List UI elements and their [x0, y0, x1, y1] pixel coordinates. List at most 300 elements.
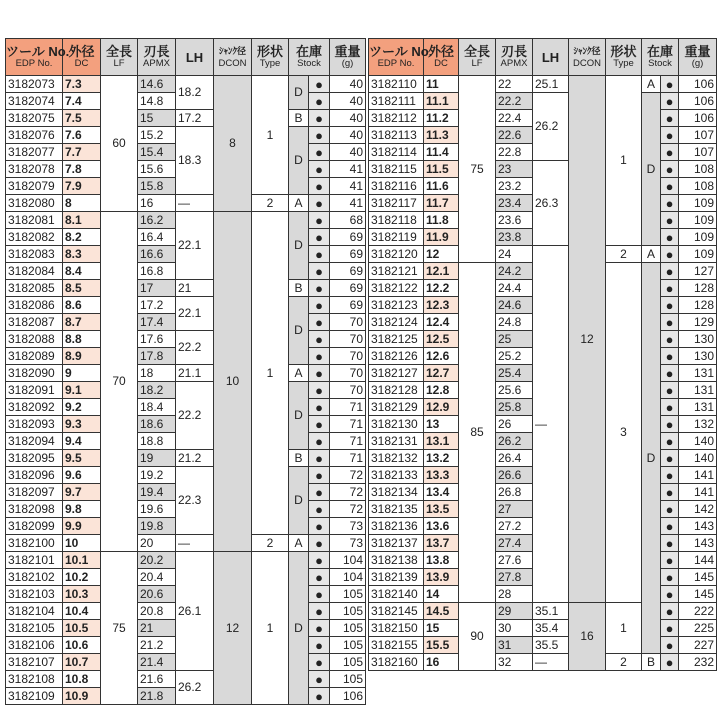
- filled-circle-icon: ●: [665, 433, 674, 449]
- header-apmx-label: 刃長: [143, 44, 170, 59]
- edp-number-cell: 3182110: [369, 76, 424, 93]
- dc-cell: 10.4: [63, 603, 101, 620]
- weight-cell: 71: [330, 433, 366, 450]
- table-row: [6, 365, 366, 382]
- header-dc-sub: DC: [434, 58, 448, 69]
- apmx-cell: 21.8: [138, 688, 176, 705]
- edp-number-cell: 3182139: [369, 569, 424, 586]
- apmx-cell: 26.4: [496, 450, 533, 467]
- edp-number-cell: 3182100: [6, 535, 63, 552]
- filled-circle-icon: ●: [665, 467, 674, 483]
- dc-cell: 11.7: [424, 195, 459, 212]
- edp-number-cell: 3182099: [6, 518, 63, 535]
- dcon-cell: 10: [214, 212, 252, 552]
- weight-cell: 232: [679, 654, 717, 671]
- dc-cell: 8.6: [63, 297, 101, 314]
- apmx-cell: 21.6: [138, 671, 176, 688]
- lh-cell: 17.2: [176, 110, 214, 127]
- filled-circle-icon: ●: [315, 586, 323, 602]
- stock-dot-cell: [661, 586, 679, 603]
- stock-dot-cell: [309, 161, 330, 178]
- stock-class-cell: D: [289, 76, 309, 110]
- edp-number-cell: 3182160: [369, 654, 424, 671]
- edp-number-cell: 3182073: [6, 76, 63, 93]
- dc-cell: 13.3: [424, 467, 459, 484]
- edp-number-cell: 3182128: [369, 382, 424, 399]
- stock-dot-cell: [661, 246, 679, 263]
- filled-circle-icon: ●: [315, 518, 323, 534]
- dc-cell: 13.1: [424, 433, 459, 450]
- filled-circle-icon: ●: [665, 586, 674, 602]
- dc-cell: 9.3: [63, 416, 101, 433]
- type-cell: 1: [606, 603, 642, 654]
- lh-cell: 22.3: [176, 467, 214, 535]
- weight-cell: 130: [679, 331, 717, 348]
- edp-number-cell: 3182083: [6, 246, 63, 263]
- header-edp-no-label: ツール No.: [6, 44, 70, 59]
- type-cell: 2: [252, 195, 289, 212]
- weight-cell: 68: [330, 212, 366, 229]
- stock-class-cell: A: [289, 365, 309, 382]
- weight-cell: 225: [679, 620, 717, 637]
- apmx-cell: 22.6: [496, 127, 533, 144]
- edp-number-cell: 3182135: [369, 501, 424, 518]
- apmx-cell: 24: [496, 246, 533, 263]
- apmx-cell: 20.4: [138, 569, 176, 586]
- stock-dot-cell: [661, 654, 679, 671]
- stock-dot-cell: [661, 637, 679, 654]
- weight-cell: 69: [330, 297, 366, 314]
- weight-cell: 131: [679, 382, 717, 399]
- apmx-cell: 25.8: [496, 399, 533, 416]
- edp-number-cell: 3182132: [369, 450, 424, 467]
- apmx-cell: 20: [138, 535, 176, 552]
- weight-cell: 40: [330, 110, 366, 127]
- table-row: [6, 552, 366, 569]
- header-stock-sub: Stock: [648, 58, 672, 69]
- table-row: [6, 331, 366, 348]
- stock-dot-cell: [661, 178, 679, 195]
- header-weight-sub: (g): [691, 58, 704, 69]
- weight-cell: 109: [679, 212, 717, 229]
- table-row: [369, 637, 717, 654]
- apmx-cell: 24.2: [496, 263, 533, 280]
- header-type-label: 形状: [610, 44, 637, 59]
- stock-class-cell: B: [289, 110, 309, 127]
- edp-number-cell: 3182127: [369, 365, 424, 382]
- apmx-cell: 23.2: [496, 178, 533, 195]
- apmx-cell: 23.6: [496, 212, 533, 229]
- dc-cell: 8.1: [63, 212, 101, 229]
- filled-circle-icon: ●: [665, 76, 674, 92]
- header-dc-label: 外径: [427, 44, 454, 59]
- weight-cell: 105: [330, 586, 366, 603]
- filled-circle-icon: ●: [315, 76, 323, 92]
- stock-class-cell: D: [289, 297, 309, 365]
- header-apmx: [496, 39, 533, 76]
- edp-number-cell: 3182088: [6, 331, 63, 348]
- dc-cell: 7.5: [63, 110, 101, 127]
- lf-cell: 60: [101, 76, 138, 212]
- header-dcon-sub: DCON: [573, 58, 601, 69]
- apmx-cell: 15.2: [138, 127, 176, 144]
- apmx-cell: 27.8: [496, 569, 533, 586]
- header-dc: [424, 39, 459, 76]
- dc-cell: 11.6: [424, 178, 459, 195]
- stock-class-cell: D: [289, 552, 309, 705]
- dc-cell: 10.7: [63, 654, 101, 671]
- stock-dot-cell: [309, 246, 330, 263]
- weight-cell: 73: [330, 518, 366, 535]
- edp-number-cell: 3182116: [369, 178, 424, 195]
- apmx-cell: 15.6: [138, 161, 176, 178]
- edp-number-cell: 3182105: [6, 620, 63, 637]
- stock-dot-cell: [661, 93, 679, 110]
- header-apmx: [138, 39, 176, 76]
- dc-cell: 15: [424, 620, 459, 637]
- header-type: [606, 39, 642, 76]
- dc-cell: 12.5: [424, 331, 459, 348]
- dc-cell: 9: [63, 365, 101, 382]
- lh-cell: 26.3: [533, 161, 569, 246]
- header-edp-no: [369, 39, 433, 76]
- weight-cell: 107: [679, 144, 717, 161]
- table-row: [369, 76, 717, 93]
- dc-cell: 11.4: [424, 144, 459, 161]
- apmx-cell: 21.2: [138, 637, 176, 654]
- table-row: [369, 161, 717, 178]
- apmx-cell: 21.4: [138, 654, 176, 671]
- table-row: [6, 280, 366, 297]
- header-lh: [176, 39, 214, 76]
- apmx-cell: 17.4: [138, 314, 176, 331]
- edp-number-cell: 3182074: [6, 93, 63, 110]
- weight-cell: 129: [679, 314, 717, 331]
- filled-circle-icon: ●: [315, 314, 323, 330]
- apmx-cell: 26.6: [496, 467, 533, 484]
- header-lf-label: 全長: [105, 44, 132, 59]
- type-cell: 1: [252, 76, 289, 195]
- dc-cell: 8.8: [63, 331, 101, 348]
- weight-cell: 71: [330, 399, 366, 416]
- weight-cell: 144: [679, 552, 717, 569]
- lh-cell: 22.1: [176, 212, 214, 280]
- apmx-cell: 22.2: [496, 93, 533, 110]
- weight-cell: 71: [330, 450, 366, 467]
- weight-cell: 69: [330, 246, 366, 263]
- header-lh-label: LH: [185, 49, 204, 65]
- dc-cell: 9.2: [63, 399, 101, 416]
- stock-class-cell: D: [289, 212, 309, 280]
- edp-number-cell: 3182136: [369, 518, 424, 535]
- apmx-cell: 15.4: [138, 144, 176, 161]
- dc-cell: 13: [424, 416, 459, 433]
- filled-circle-icon: ●: [665, 144, 674, 160]
- table-row: [369, 93, 717, 110]
- stock-dot-cell: [309, 416, 330, 433]
- dc-cell: 8.2: [63, 229, 101, 246]
- weight-cell: 70: [330, 314, 366, 331]
- header-lf-label: 全長: [463, 44, 490, 59]
- apmx-cell: 18.2: [138, 382, 176, 399]
- spec-table-left: [5, 38, 366, 705]
- apmx-cell: 17.6: [138, 331, 176, 348]
- filled-circle-icon: ●: [665, 195, 674, 211]
- header-weight: [330, 39, 366, 76]
- apmx-cell: 16.8: [138, 263, 176, 280]
- stock-dot-cell: [309, 450, 330, 467]
- header-stock-label: 在庫: [296, 44, 323, 59]
- weight-cell: 70: [330, 331, 366, 348]
- dc-cell: 12.8: [424, 382, 459, 399]
- weight-cell: 107: [679, 127, 717, 144]
- stock-dot-cell: [309, 552, 330, 569]
- filled-circle-icon: ●: [315, 93, 323, 109]
- dc-cell: 8.5: [63, 280, 101, 297]
- edp-number-cell: 3182134: [369, 484, 424, 501]
- apmx-cell: 19: [138, 450, 176, 467]
- dc-cell: 10.9: [63, 688, 101, 705]
- filled-circle-icon: ●: [665, 246, 674, 262]
- apmx-cell: 18: [138, 365, 176, 382]
- weight-cell: 105: [330, 637, 366, 654]
- stock-dot-cell: [661, 467, 679, 484]
- apmx-cell: 23.8: [496, 229, 533, 246]
- lh-cell: 25.1: [533, 76, 569, 93]
- edp-number-cell: 3182090: [6, 365, 63, 382]
- filled-circle-icon: ●: [315, 348, 323, 364]
- filled-circle-icon: ●: [665, 620, 674, 636]
- dc-cell: 11.9: [424, 229, 459, 246]
- edp-number-cell: 3182131: [369, 433, 424, 450]
- stock-class-cell: B: [289, 450, 309, 467]
- lh-cell: —: [533, 654, 569, 671]
- weight-cell: 41: [330, 178, 366, 195]
- filled-circle-icon: ●: [315, 569, 323, 585]
- filled-circle-icon: ●: [665, 382, 674, 398]
- edp-number-cell: 3182126: [369, 348, 424, 365]
- stock-dot-cell: [309, 382, 330, 399]
- weight-cell: 128: [679, 297, 717, 314]
- dc-cell: 9.7: [63, 484, 101, 501]
- filled-circle-icon: ●: [315, 161, 323, 177]
- filled-circle-icon: ●: [315, 297, 323, 313]
- edp-number-cell: 3182079: [6, 178, 63, 195]
- dcon-cell: 16: [569, 603, 606, 671]
- apmx-cell: 24.6: [496, 297, 533, 314]
- filled-circle-icon: ●: [665, 229, 674, 245]
- lf-cell: 70: [101, 212, 138, 552]
- stock-dot-cell: [309, 212, 330, 229]
- edp-number-cell: 3182093: [6, 416, 63, 433]
- lh-cell: —: [176, 535, 214, 552]
- apmx-cell: 16: [138, 195, 176, 212]
- stock-dot-cell: [661, 603, 679, 620]
- stock-dot-cell: [309, 127, 330, 144]
- weight-cell: 72: [330, 484, 366, 501]
- filled-circle-icon: ●: [665, 161, 674, 177]
- dc-cell: 8.4: [63, 263, 101, 280]
- table-row: [6, 195, 366, 212]
- edp-number-cell: 3182129: [369, 399, 424, 416]
- weight-cell: 73: [330, 535, 366, 552]
- dc-cell: 13.5: [424, 501, 459, 518]
- edp-number-cell: 3182091: [6, 382, 63, 399]
- type-cell: 1: [606, 76, 642, 246]
- header-lf-sub: LF: [113, 58, 125, 69]
- filled-circle-icon: ●: [315, 399, 323, 415]
- filled-circle-icon: ●: [315, 178, 323, 194]
- filled-circle-icon: ●: [315, 603, 323, 619]
- filled-circle-icon: ●: [315, 416, 323, 432]
- type-cell: 1: [252, 212, 289, 535]
- apmx-cell: 20.2: [138, 552, 176, 569]
- lf-cell: 75: [459, 76, 496, 263]
- stock-dot-cell: [309, 144, 330, 161]
- filled-circle-icon: ●: [665, 535, 674, 551]
- lh-cell: 21: [176, 280, 214, 297]
- filled-circle-icon: ●: [315, 433, 323, 449]
- header-dc: [63, 39, 101, 76]
- weight-cell: 106: [679, 93, 717, 110]
- stock-dot-cell: [309, 467, 330, 484]
- stock-class-cell: D: [289, 382, 309, 450]
- weight-cell: 106: [330, 688, 366, 705]
- dc-cell: 12.4: [424, 314, 459, 331]
- edp-number-cell: 3182082: [6, 229, 63, 246]
- dc-cell: 9.9: [63, 518, 101, 535]
- table-row: [6, 127, 366, 144]
- weight-cell: 222: [679, 603, 717, 620]
- stock-dot-cell: [661, 620, 679, 637]
- stock-dot-cell: [309, 178, 330, 195]
- header-edp-no-sub: EDP No.: [377, 58, 415, 69]
- filled-circle-icon: ●: [315, 280, 323, 296]
- edp-number-cell: 3182114: [369, 144, 424, 161]
- type-cell: 2: [606, 246, 642, 263]
- edp-number-cell: 3182085: [6, 280, 63, 297]
- header-edp-no-sub: EDP No.: [15, 58, 53, 69]
- edp-number-cell: 3182077: [6, 144, 63, 161]
- header-stock: [289, 39, 330, 76]
- stock-dot-cell: [309, 433, 330, 450]
- weight-cell: 142: [679, 501, 717, 518]
- stock-dot-cell: [661, 331, 679, 348]
- lh-cell: 22.1: [176, 297, 214, 331]
- stock-dot-cell: [309, 688, 330, 705]
- filled-circle-icon: ●: [315, 637, 323, 653]
- weight-cell: 128: [679, 280, 717, 297]
- apmx-cell: 16.6: [138, 246, 176, 263]
- dc-cell: 11.3: [424, 127, 459, 144]
- edp-number-cell: 3182119: [369, 229, 424, 246]
- stock-dot-cell: [309, 569, 330, 586]
- filled-circle-icon: ●: [315, 501, 323, 517]
- edp-number-cell: 3182098: [6, 501, 63, 518]
- filled-circle-icon: ●: [665, 416, 674, 432]
- dc-cell: 7.8: [63, 161, 101, 178]
- stock-dot-cell: [309, 637, 330, 654]
- stock-dot-cell: [309, 331, 330, 348]
- dc-cell: 12.9: [424, 399, 459, 416]
- stock-dot-cell: [661, 127, 679, 144]
- dc-cell: 11.5: [424, 161, 459, 178]
- lh-cell: 35.1: [533, 603, 569, 620]
- weight-cell: 105: [330, 654, 366, 671]
- filled-circle-icon: ●: [315, 450, 323, 466]
- filled-circle-icon: ●: [315, 620, 323, 636]
- dc-cell: 7.4: [63, 93, 101, 110]
- weight-cell: 132: [679, 416, 717, 433]
- weight-cell: 145: [679, 569, 717, 586]
- stock-dot-cell: [309, 671, 330, 688]
- filled-circle-icon: ●: [315, 671, 323, 687]
- dc-cell: 14.5: [424, 603, 459, 620]
- apmx-cell: 15: [138, 110, 176, 127]
- dc-cell: 12.1: [424, 263, 459, 280]
- header-edp-no: [6, 39, 70, 76]
- type-cell: 3: [606, 263, 642, 603]
- weight-cell: 106: [679, 76, 717, 93]
- filled-circle-icon: ●: [665, 178, 674, 194]
- dc-cell: 10.5: [63, 620, 101, 637]
- lh-cell: 18.3: [176, 127, 214, 195]
- table-row: [369, 654, 717, 671]
- apmx-cell: 17: [138, 280, 176, 297]
- weight-cell: 71: [330, 416, 366, 433]
- apmx-cell: 27.6: [496, 552, 533, 569]
- weight-cell: 145: [679, 586, 717, 603]
- type-cell: 2: [606, 654, 642, 671]
- apmx-cell: 20.8: [138, 603, 176, 620]
- apmx-cell: 23: [496, 161, 533, 178]
- stock-dot-cell: [309, 93, 330, 110]
- header-dcon-sub: DCON: [218, 58, 247, 69]
- stock-dot-cell: [661, 348, 679, 365]
- dc-cell: 9.1: [63, 382, 101, 399]
- apmx-cell: 19.4: [138, 484, 176, 501]
- dc-cell: 14: [424, 586, 459, 603]
- stock-dot-cell: [661, 76, 679, 93]
- dc-cell: 11.1: [424, 93, 459, 110]
- filled-circle-icon: ●: [315, 365, 323, 381]
- filled-circle-icon: ●: [665, 501, 674, 517]
- dc-cell: 9.5: [63, 450, 101, 467]
- stock-dot-cell: [309, 518, 330, 535]
- weight-cell: 143: [679, 518, 717, 535]
- filled-circle-icon: ●: [315, 263, 323, 279]
- edp-number-cell: 3182101: [6, 552, 63, 569]
- filled-circle-icon: ●: [665, 331, 674, 347]
- lh-cell: —: [176, 195, 214, 212]
- apmx-cell: 18.4: [138, 399, 176, 416]
- apmx-cell: 17.2: [138, 297, 176, 314]
- lh-cell: 26.2: [176, 671, 214, 705]
- filled-circle-icon: ●: [665, 365, 674, 381]
- edp-number-cell: 3182130: [369, 416, 424, 433]
- apmx-cell: 32: [496, 654, 533, 671]
- dc-cell: 13.4: [424, 484, 459, 501]
- filled-circle-icon: ●: [315, 535, 323, 551]
- stock-dot-cell: [661, 399, 679, 416]
- dc-cell: 10.3: [63, 586, 101, 603]
- header-lf-sub: LF: [471, 58, 483, 69]
- edp-number-cell: 3182112: [369, 110, 424, 127]
- edp-number-cell: 3182124: [369, 314, 424, 331]
- lh-cell: 21.2: [176, 450, 214, 467]
- stock-dot-cell: [661, 314, 679, 331]
- stock-class-cell: B: [642, 654, 661, 671]
